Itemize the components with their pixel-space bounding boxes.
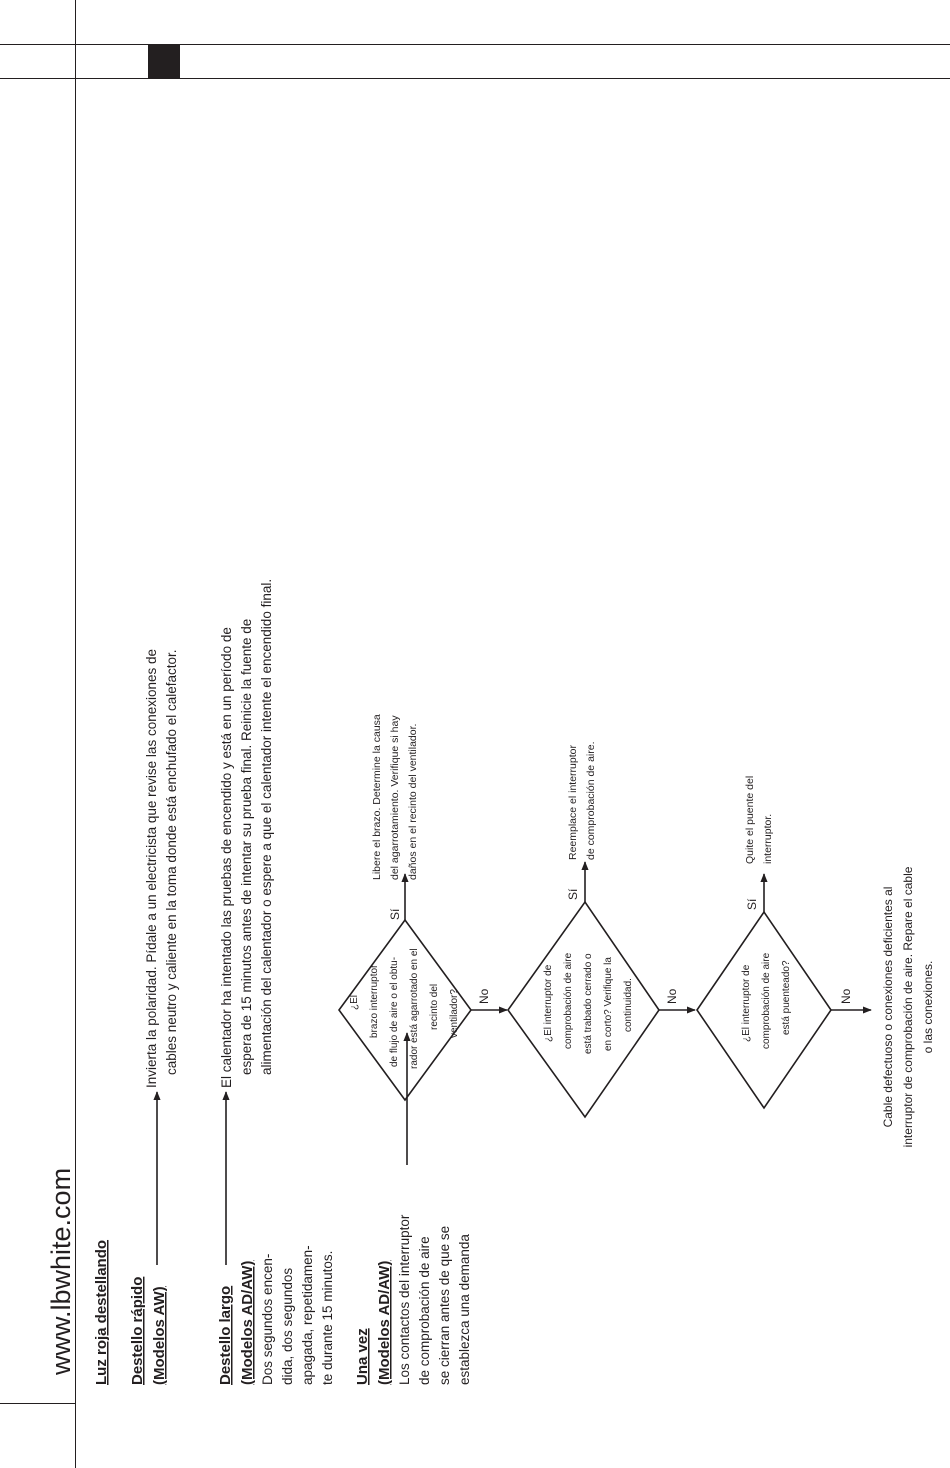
final-outcome-line: Cable defectuoso o conexiones deficientes al (881, 886, 895, 1128)
action-text-line: del agarrotamiento. Verifique si hay (389, 715, 401, 880)
decision-text-line: comprobación de aire (563, 952, 574, 1049)
action-text-line: de comprobación de aire. (585, 741, 597, 860)
decision-text-line: recinto del (429, 983, 440, 1030)
q2-yes-label: Sí (566, 888, 580, 900)
decision-text-line: rador está agarrotado en el (409, 948, 420, 1069)
long-desc-line: apagada, repetidamen- (300, 1245, 315, 1385)
action-text-line: daños en el recinto del ventilador. (407, 723, 419, 880)
decision-text-line: en corto? Verifique la (603, 957, 614, 1051)
q1-yes-label: Sí (388, 908, 402, 920)
decision-text-line: ¿El interruptor de (741, 964, 752, 1042)
long-desc-line: dida, dos segundos (280, 1267, 295, 1385)
once-desc-line: establezca una demanda (457, 1234, 472, 1385)
long-models: (Modelos AD/AW) (239, 1260, 256, 1385)
once-heading: Una vez (354, 1328, 371, 1385)
decision-text-line: ¿El (349, 995, 360, 1010)
once-desc-line: Los contactos del interruptor (397, 1214, 412, 1385)
decision-text-line: brazo interruptor (369, 964, 380, 1038)
decision-text-line: comprobación de aire (761, 952, 772, 1049)
long-heading: Destello largo (217, 1285, 234, 1385)
final-outcome-line: interruptor de comprobación de aire. Repare el cable (901, 866, 915, 1148)
long-action-line: alimentación del calentador o espere a que el calentador intente el encendido final. (259, 578, 274, 1075)
rapid-heading: Destello rápido (129, 1276, 146, 1385)
rapid-action-line: cables neutro y caliente en la toma donde está enchufado el calefactor. (164, 649, 179, 1075)
long-action-line: espera de 15 minutos antes de intentar su prueba final. Reinicie la fuente de (239, 618, 254, 1075)
final-outcome-line: o las conexiones. (921, 960, 935, 1054)
decision-text-line: ventilador? (449, 989, 460, 1038)
website-url: www.lbwhite.com (46, 1167, 76, 1375)
once-models: (Modelos AD/AW) (376, 1260, 393, 1385)
decision-text-line: está trabado cerrado o (583, 953, 594, 1054)
action-text-line: Libere el brazo. Determine la causa (371, 714, 383, 880)
long-desc-line: Dos segundos encen- (260, 1253, 275, 1385)
rapid-action-line: Invierta la polaridad. Pídale a un electricista que revise las conexiones de (144, 648, 159, 1088)
q3-no-label: No (839, 988, 853, 1004)
action-text-line: Reemplace el interruptor (567, 745, 579, 860)
decision-text-line: de flujo de aire o el obtu- (389, 956, 400, 1067)
once-desc-line: de comprobación de aire (417, 1236, 432, 1385)
long-desc-line: te durante 15 minutos. (320, 1250, 335, 1385)
action-text-line: interruptor. (762, 813, 774, 864)
long-action-line: El calentador ha intentado las pruebas de encendido y está en un período de (219, 627, 234, 1088)
action-text-line: Quite el puente del (744, 775, 756, 864)
decision-text-line: ¿El interruptor de (543, 964, 554, 1042)
rapid-models: (Modelos AW) (151, 1286, 168, 1385)
section-title: Luz roja destellando (93, 1239, 110, 1385)
q1-no-label: No (477, 988, 491, 1004)
decision-text-line: continuidad. (623, 978, 634, 1032)
decision-text-line: está puenteado? (781, 960, 792, 1035)
q2-no-label: No (665, 988, 679, 1004)
q3-yes-label: Sí (745, 898, 759, 910)
once-desc-line: se cierran antes de que se (437, 1225, 452, 1385)
